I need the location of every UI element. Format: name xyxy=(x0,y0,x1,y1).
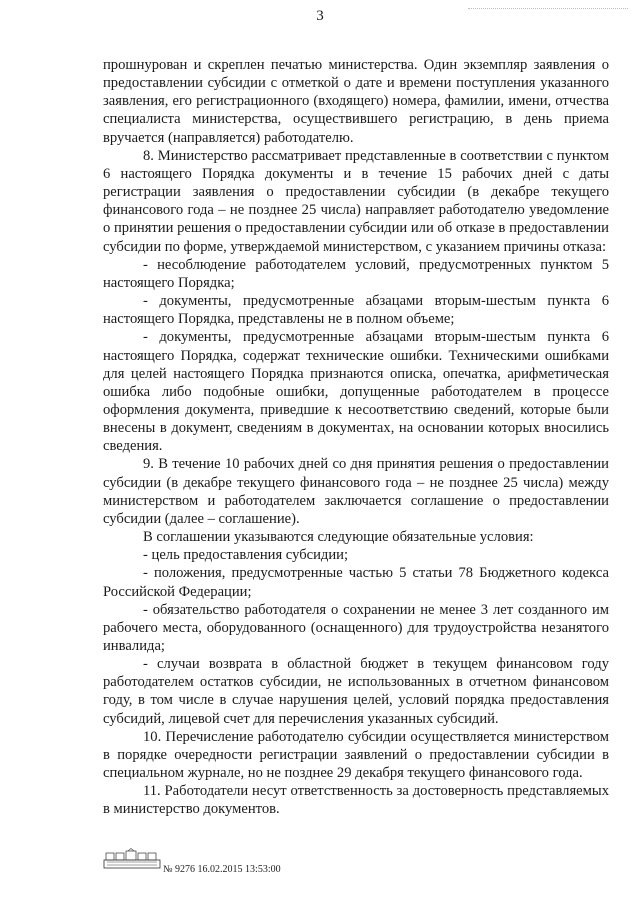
document-body xyxy=(103,56,609,819)
paragraph-item-11: 11. Работодатели несут ответственность за достоверность представляемых в министерство документов. xyxy=(103,783,609,818)
refusal-reason-2: - документы, предусмотренные абзацами вторым-шестым пункта 6 настоящего Порядка, представлены не в полном объеме; xyxy=(103,293,609,328)
paragraph-item-10: 10. Перечисление работодателю субсидии осуществляется министерством в порядке очередности регистрации заявлений о предоставлении субсидии в специальном журнале, но не позднее 29 декабря текущего финансового года. xyxy=(103,728,609,782)
refusal-reason-3: - документы, предусмотренные абзацами вторым-шестым пункта 6 настоящего Порядка, содержат технические ошибки. Техническими ошибками для целей настоящего Порядка признаются описка, опечатка, арифметическая ошибка либо подобные ошибки, допущенные работодателем в процессе оформления документа, приведшие к несоответствию сведений, которые были внесены в документ, сведениям в документах, на основании которых вносились сведения. xyxy=(103,329,609,455)
agreement-condition-1: - цель предоставления субсидии; xyxy=(143,547,349,564)
registration-stamp-text: № 9276 16.02.2015 13:53:00 xyxy=(163,864,281,875)
agreement-condition-3: - обязательство работодателя о сохранении не менее 3 лет созданного им рабочего места, оборудованного (оснащенного) для трудоустройства незанятого инвалида; xyxy=(103,601,609,654)
document-stamp-icon xyxy=(103,848,163,870)
agreement-condition-4: - случаи возврата в областной бюджет в текущем финансовом году работодателем остатков субсидии, не использованных в отчетном финансовом году, в том числе в случае нарушения целей, условий порядка предоставления субсидий, лицевой счет для перечисления указанных субсидий. xyxy=(103,656,609,727)
page-number: 3 xyxy=(316,8,324,24)
paragraph-continuation: прошнурован и скреплен печатью министерства. Один экземпляр заявления о предоставлении субсидии с отметкой о дате и времени поступления указанного заявления, его регистрационного (входящего) номера, фамилии, имени, отчества специалиста министерства, осуществившего регистрацию, в день приема вручается (направляется) работодателю. xyxy=(103,57,609,146)
agreement-condition-2: - положения, предусмотренные частью 5 статьи 78 Бюджетного кодекса Российской Федерации; xyxy=(103,565,609,600)
page-footer xyxy=(103,848,523,888)
scan-artifact-dots xyxy=(468,8,628,12)
agreement-conditions-intro: В соглашении указываются следующие обязательные условия: xyxy=(143,529,534,546)
refusal-reason-1: - несоблюдение работодателем условий, предусмотренных пунктом 5 настоящего Порядка; xyxy=(103,256,609,291)
paragraph-item-8: 8. Министерство рассматривает представленные в соответствии с пунктом 6 настоящего Порядка документы и в течение 15 рабочих дней с даты регистрации заявления о предоставлении субсидии (в декабре текущего финансового года – не позднее 25 числа) направляет работодателю уведомление о принятии решения о предоставлении субсидии или об отказе в предоставлении субсидии по форме, утверждаемой министерством, с указанием причины отказа: xyxy=(103,147,609,255)
paragraph-item-9: 9. В течение 10 рабочих дней со дня принятия решения о предоставлении субсидии (в декабре текущего финансового года – не позднее 25 числа) между министерством и работодателем заключается соглашение о предоставлении субсидии (далее – соглашение). xyxy=(103,456,609,527)
